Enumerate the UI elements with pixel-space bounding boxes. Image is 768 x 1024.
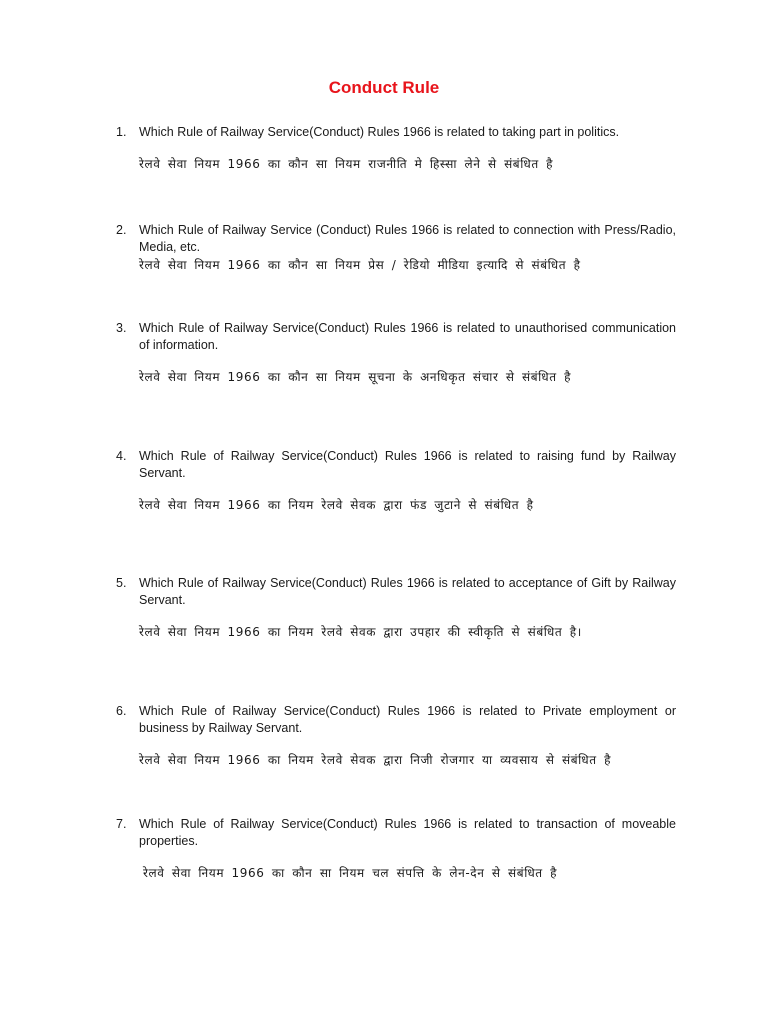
question-english: Which Rule of Railway Service (Conduct) Rules 1966 is related to connection with Press/Radio, Media, etc. [139,223,676,254]
question-hindi: रेलवे सेवा नियम 1966 का नियम रेलवे सेवक द्वारा उपहार की स्वीकृति से संबंधित है। [139,625,582,639]
question-english: Which Rule of Railway Service(Conduct) Rules 1966 is related to Private employment or business by Railway Servant. [139,704,676,735]
question-item [116,448,676,514]
question-item [116,222,676,274]
question-number: 6. [116,704,127,718]
question-item [116,124,676,173]
question-english: Which Rule of Railway Service(Conduct) Rules 1966 is related to unauthorised communication of information. [139,321,676,352]
question-hindi: रेलवे सेवा नियम 1966 का नियम रेलवे सेवक द्वारा निजी रोजगार या व्यवसाय से संबंधित है [139,753,612,767]
question-english: Which Rule of Railway Service(Conduct) Rules 1966 is related to acceptance of Gift by Railway Servant. [139,576,676,607]
question-item [116,575,676,641]
question-number: 2. [116,223,127,237]
question-item [116,703,676,769]
question-english: Which Rule of Railway Service(Conduct) Rules 1966 is related to transaction of moveable properties. [139,817,676,848]
question-english: Which Rule of Railway Service(Conduct) Rules 1966 is related to taking part in politics. [139,125,620,139]
question-number: 1. [116,125,127,139]
question-number: 5. [116,576,127,590]
question-item [116,320,676,386]
question-hindi: रेलवे सेवा नियम 1966 का कौन सा नियम राजनीति मे हिस्सा लेने से संबंधित है [139,157,554,171]
question-number: 7. [116,817,127,831]
question-hindi: रेलवे सेवा नियम 1966 का कौन सा नियम चल संपत्ति के लेन-देन से संबंधित है [143,866,558,880]
page-title: Conduct Rule [328,78,440,97]
question-number: 3. [116,321,127,335]
question-item [116,816,676,882]
question-hindi: रेलवे सेवा नियम 1966 का कौन सा नियम प्रेस / रेडियो मीडिया इत्यादि से संबंधित है [139,258,581,272]
question-number: 4. [116,449,127,463]
question-hindi: रेलवे सेवा नियम 1966 का नियम रेलवे सेवक द्वारा फंड जुटाने से संबंधित है [139,498,534,512]
question-english: Which Rule of Railway Service(Conduct) Rules 1966 is related to raising fund by Railway Servant. [139,449,676,480]
question-hindi: रेलवे सेवा नियम 1966 का कौन सा नियम सूचना के अनधिकृत संचार से संबंधित है [139,370,572,384]
